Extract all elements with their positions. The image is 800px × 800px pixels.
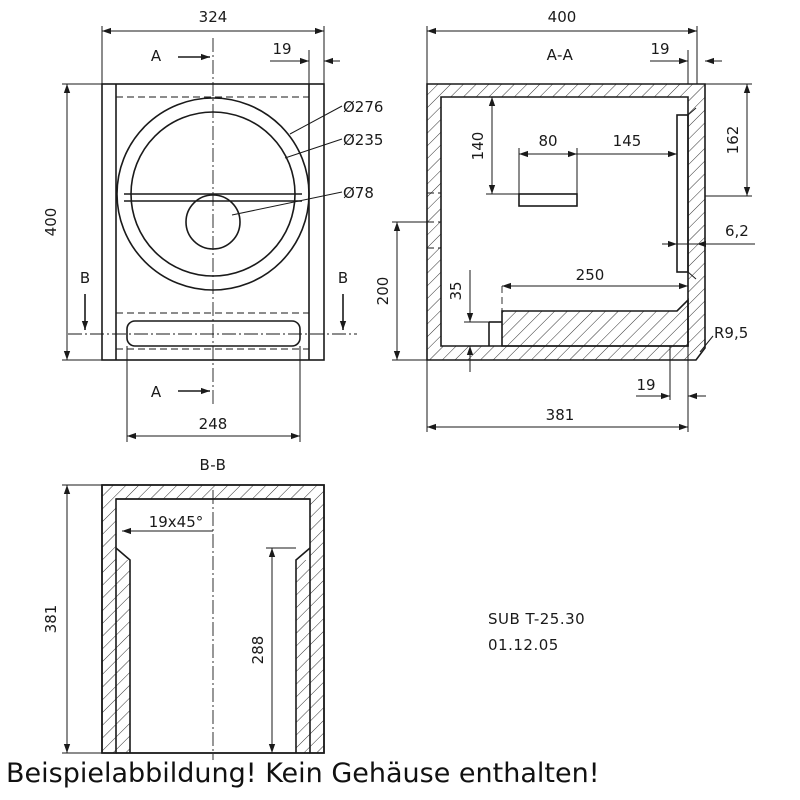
dim-19-aa: 19 [650, 40, 670, 58]
section-a-label-bottom: A [150, 383, 162, 401]
dim-288: 288 [249, 635, 267, 665]
dim-6-2: 6,2 [725, 222, 749, 240]
dim-19x45: 19x45° [148, 513, 204, 531]
title-block [488, 610, 585, 654]
footer-notice: Beispielabbildung! Kein Gehäuse enthalten! [6, 758, 600, 789]
dim-381-bb: 381 [42, 604, 60, 634]
section-a-label-top: A [150, 47, 162, 65]
slot-port [127, 321, 300, 346]
dim-248: 248 [198, 415, 228, 433]
dim-162: 162 [724, 125, 742, 155]
leader-276 [290, 106, 342, 134]
model-name: SUB T-25.30 [488, 610, 586, 628]
dim-145: 145 [612, 132, 642, 150]
section-b-label-right: B [337, 269, 349, 287]
dim-dia-78: Ø78 [343, 184, 374, 202]
port-tube-section [519, 194, 577, 206]
front-view [42, 8, 383, 442]
section-aa-title: A-A [546, 46, 574, 64]
dim-80: 80 [538, 132, 558, 150]
dim-19-front: 19 [272, 40, 292, 58]
section-b-label-left: B [79, 269, 91, 287]
section-aa-floor [502, 300, 688, 346]
dim-dia-235: Ø235 [343, 131, 384, 149]
dim-dia-276: Ø276 [343, 98, 384, 116]
drawing-date: 01.12.05 [488, 636, 559, 654]
dim-r9-5: R9,5 [714, 324, 749, 342]
leader-78 [232, 192, 342, 215]
section-bb-view [42, 456, 324, 760]
dim-250: 250 [575, 266, 605, 284]
dim-140: 140 [469, 131, 487, 161]
section-bb-title: B-B [199, 456, 227, 474]
dim-400-depth: 400 [547, 8, 577, 26]
dim-400-front: 400 [42, 207, 60, 237]
dim-35: 35 [447, 281, 465, 301]
dim-200: 200 [374, 276, 392, 306]
dim-324: 324 [198, 8, 228, 26]
section-aa-view [374, 8, 755, 432]
dim-19-bottom: 19 [636, 376, 656, 394]
dim-381-depth: 381 [545, 406, 575, 424]
section-aa-baffle [677, 115, 688, 272]
